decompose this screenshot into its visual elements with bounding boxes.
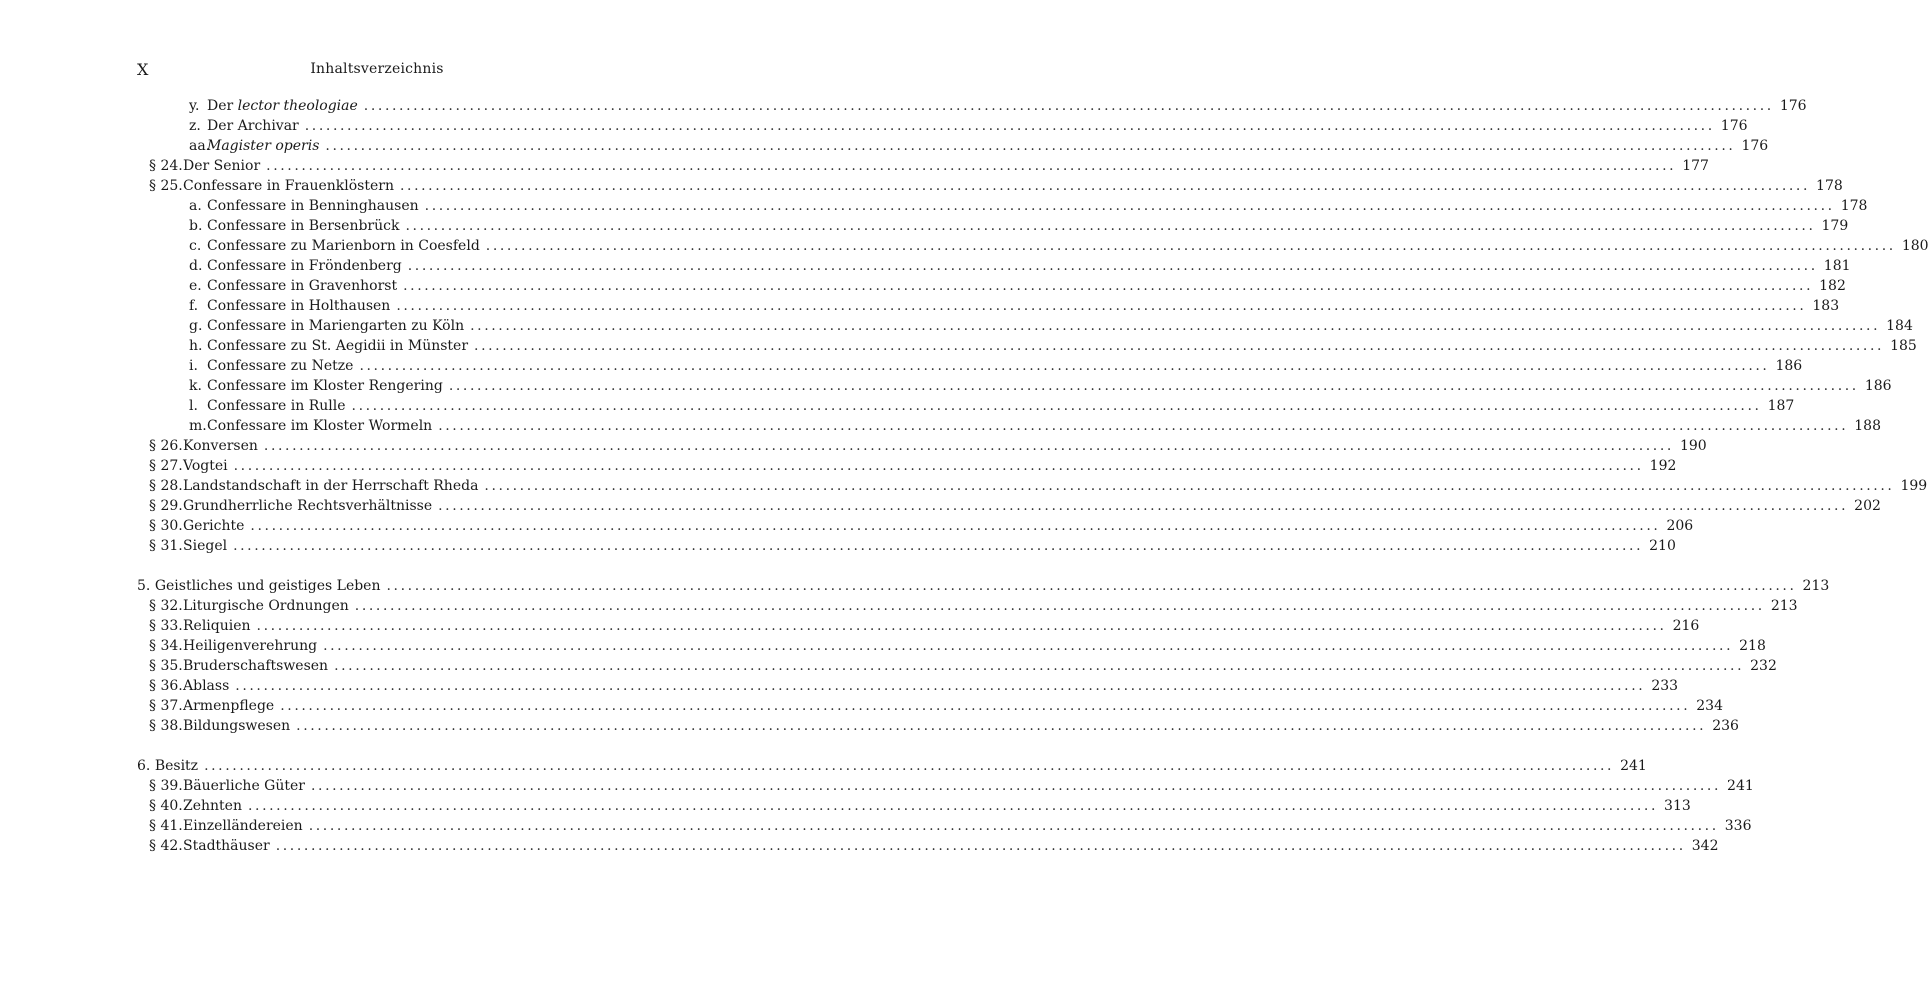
- toc-entry-number: f.: [189, 298, 199, 314]
- dot-leader: ........................................................................................................................................................................................................: [474, 338, 1885, 354]
- toc-entry-page: 206: [1666, 518, 1694, 534]
- toc-entry: [137, 196, 1868, 216]
- page-number: X: [137, 60, 149, 79]
- toc-entry-page: 180: [1901, 238, 1929, 254]
- toc-entry-title: [207, 216, 399, 236]
- toc-entry: [137, 116, 1748, 136]
- toc-entry-title-text: Reliquien: [183, 618, 251, 634]
- toc-entry-title: [183, 836, 270, 856]
- toc-entry: [137, 416, 1881, 436]
- toc-entry-title: [183, 156, 260, 176]
- toc-entry: [137, 216, 1849, 236]
- toc-entry-title: [207, 96, 358, 116]
- toc-entry-title-text: Confessare zu Netze: [207, 358, 354, 374]
- toc-entry-page: 213: [1770, 598, 1798, 614]
- toc-entry-page: 182: [1819, 278, 1846, 294]
- toc-entry-page: 234: [1696, 698, 1723, 714]
- toc-entry-title: [207, 136, 319, 156]
- toc-entry: [137, 176, 1843, 196]
- toc-entry: [137, 536, 1676, 556]
- table-of-contents: [137, 96, 1929, 856]
- toc-entry-title-text: Landstandschaft in der Herrschaft Rheda: [183, 478, 479, 494]
- dot-leader: ........................................................................................................................................................................................................: [485, 238, 1896, 254]
- toc-entry-page: 241: [1727, 778, 1754, 794]
- toc-entry-title: [183, 596, 349, 616]
- toc-entry-title: [207, 236, 480, 256]
- toc-entry-title-text: Confessare in Benninghausen: [207, 198, 419, 214]
- toc-entry-title-text: Gerichte: [183, 518, 245, 534]
- toc-entry-page: 202: [1854, 498, 1881, 514]
- toc-entry-title: [207, 276, 397, 296]
- toc-entry-number: k.: [189, 378, 202, 394]
- toc-entry-page: 177: [1682, 158, 1709, 174]
- toc-entry-title-text: Konversen: [183, 438, 258, 454]
- toc-entry-title-text: Zehnten: [183, 798, 242, 814]
- dot-leader: ........................................................................................................................................................................................................: [280, 698, 1691, 714]
- toc-entry-title-text: Confessare in Frauenklöstern: [183, 178, 394, 194]
- toc-entry: [137, 596, 1798, 616]
- toc-entry: [137, 436, 1707, 456]
- toc-entry: [137, 816, 1752, 836]
- toc-entry-number: § 37.: [149, 698, 183, 714]
- toc-entry-title-text: Confessare zu St. Aegidii in Münster: [207, 338, 469, 354]
- toc-entry-title-italic: lector theologiae: [237, 98, 358, 114]
- dot-leader: ........................................................................................................................................................................................................: [204, 758, 1615, 774]
- toc-entry-page: 185: [1890, 338, 1917, 354]
- dot-leader: ........................................................................................................................................................................................................: [247, 798, 1659, 814]
- dot-leader: ........................................................................................................................................................................................................: [399, 178, 1811, 194]
- toc-entry-page: 188: [1854, 418, 1881, 434]
- toc-entry-title: [183, 816, 303, 836]
- toc-entry-number: § 41.: [149, 818, 183, 834]
- toc-entry-number: § 42.: [149, 838, 183, 854]
- toc-entry-number: m.: [189, 418, 207, 434]
- dot-leader: ........................................................................................................................................................................................................: [351, 398, 1762, 414]
- toc-entry-page: 190: [1679, 438, 1707, 454]
- toc-entry-title: [207, 316, 464, 336]
- dot-leader: ........................................................................................................................................................................................................: [448, 378, 1859, 394]
- toc-entry-page: 184: [1886, 318, 1913, 334]
- toc-entry-number: z.: [189, 118, 201, 134]
- toc-entry-title-text: Confessare in Holthausen: [207, 298, 391, 314]
- toc-entry: [137, 756, 1647, 776]
- toc-entry-title: [207, 336, 468, 356]
- dot-leader: ........................................................................................................................................................................................................: [310, 778, 1722, 794]
- toc-entry: [137, 476, 1928, 496]
- toc-entry-page: 192: [1649, 458, 1677, 474]
- toc-entry-number: 5.: [137, 578, 155, 594]
- toc-entry-number: b.: [189, 218, 203, 234]
- toc-entry-title: [183, 676, 229, 696]
- dot-leader: ........................................................................................................................................................................................................: [235, 678, 1646, 694]
- dot-leader: ........................................................................................................................................................................................................: [304, 118, 1715, 134]
- toc-entry-number: y.: [189, 98, 200, 114]
- toc-entry-title: [207, 356, 353, 376]
- toc-entry: [137, 656, 1777, 676]
- toc-entry: [137, 396, 1795, 416]
- toc-entry-number: d.: [189, 258, 203, 274]
- toc-entry-number: a.: [189, 198, 202, 214]
- toc-entry-number: § 30.: [149, 518, 183, 534]
- toc-entry: [137, 256, 1851, 276]
- dot-leader: ........................................................................................................................................................................................................: [296, 718, 1707, 734]
- toc-entry-number: 6.: [137, 758, 155, 774]
- toc-entry-title-text: Bruderschaftswesen: [183, 658, 329, 674]
- toc-entry-title: [183, 696, 274, 716]
- toc-entry-title-text: Grundherrliche Rechtsverhältnisse: [183, 498, 433, 514]
- toc-entry-title-text: Besitz: [154, 758, 199, 774]
- running-title: Inhaltsverzeichnis: [310, 61, 444, 77]
- toc-entry-title-text: Confessare im Kloster Rengering: [207, 378, 443, 394]
- toc-entry-title: [207, 396, 346, 416]
- toc-entry-title: [183, 436, 258, 456]
- toc-entry-page: 176: [1741, 138, 1769, 154]
- toc-entry-page: 210: [1649, 538, 1676, 554]
- toc-entry-title-text: Siegel: [183, 538, 228, 554]
- dot-leader: ........................................................................................................................................................................................................: [424, 198, 1835, 214]
- toc-entry: [137, 636, 1766, 656]
- dot-leader: ........................................................................................................................................................................................................: [263, 438, 1674, 454]
- toc-entry-title: [183, 496, 432, 516]
- toc-entry-page: 218: [1739, 638, 1766, 654]
- toc-entry-title-text: Geistliches und geistiges Leben: [154, 578, 381, 594]
- page-header: [137, 60, 617, 84]
- toc-entry-title-text: Confessare in Rulle: [207, 398, 346, 414]
- toc-entry-page: 176: [1779, 98, 1807, 114]
- toc-entry-page: 186: [1775, 358, 1803, 374]
- toc-entry-title: [183, 476, 478, 496]
- toc-entry-number: § 32.: [149, 598, 183, 614]
- toc-entry-number: § 40.: [149, 798, 183, 814]
- toc-entry-number: aa.: [189, 138, 211, 154]
- toc-entry-number: § 35.: [149, 658, 183, 674]
- dot-leader: ........................................................................................................................................................................................................: [407, 258, 1818, 274]
- toc-entry: [137, 376, 1892, 396]
- toc-entry-title: [183, 536, 227, 556]
- toc-entry-title: [207, 376, 443, 396]
- toc-entry-number: g.: [189, 318, 203, 334]
- toc-entry-title-text: Ablass: [183, 678, 230, 694]
- toc-entry-number: § 34.: [149, 638, 183, 654]
- toc-entry-page: 336: [1724, 818, 1752, 834]
- toc-entry-title: [183, 616, 251, 636]
- dot-leader: ........................................................................................................................................................................................................: [354, 598, 1765, 614]
- toc-entry: [137, 796, 1691, 816]
- toc-entry-title: [183, 796, 242, 816]
- toc-entry-number: § 39.: [149, 778, 183, 794]
- dot-leader: ........................................................................................................................................................................................................: [359, 358, 1770, 374]
- toc-entry-title-text: Confessare im Kloster Wormeln: [207, 418, 433, 434]
- toc-entry-title: [207, 116, 299, 136]
- toc-entry-title: [207, 196, 419, 216]
- toc-entry-page: 233: [1651, 678, 1679, 694]
- toc-entry-title-text: Der Senior: [183, 158, 261, 174]
- toc-entry-title-text: Confessare in Mariengarten zu Köln: [207, 318, 465, 334]
- toc-entry: [137, 456, 1677, 476]
- toc-entry-title-text: Confessare zu Marienborn in Coesfeld: [207, 238, 480, 254]
- toc-entry: [137, 156, 1709, 176]
- toc-entry-title: [183, 516, 244, 536]
- toc-entry-number: § 27.: [149, 458, 183, 474]
- toc-entry: [137, 616, 1700, 636]
- toc-entry-title-text: Heiligenverehrung: [183, 638, 318, 654]
- toc-entry-number: § 25.: [149, 178, 183, 194]
- toc-entry: [137, 276, 1846, 296]
- toc-entry-title-text: Bildungswesen: [183, 718, 291, 734]
- toc-entry: [137, 676, 1679, 696]
- toc-entry: [137, 316, 1913, 336]
- toc-entry-number: § 36.: [149, 678, 183, 694]
- toc-entry-number: § 33.: [149, 618, 183, 634]
- toc-entry-title-text: Der Archivar: [207, 118, 299, 134]
- toc-entry-page: 186: [1864, 378, 1892, 394]
- toc-entry-title-text: Vogtei: [183, 458, 228, 474]
- dot-leader: ........................................................................................................................................................................................................: [308, 818, 1719, 834]
- toc-entry-title: [207, 256, 402, 276]
- toc-entry-title-text: Armenpflege: [183, 698, 275, 714]
- toc-entry-title: [183, 776, 305, 796]
- dot-leader: ........................................................................................................................................................................................................: [405, 218, 1816, 234]
- toc-entry-number: § 28.: [149, 478, 183, 494]
- toc-entry-number: § 38.: [149, 718, 183, 734]
- toc-entry-page: 313: [1664, 798, 1691, 814]
- toc-entry-page: 213: [1802, 578, 1830, 594]
- toc-entry: [137, 356, 1803, 376]
- dot-leader: ........................................................................................................................................................................................................: [250, 518, 1661, 534]
- dot-leader: ........................................................................................................................................................................................................: [275, 838, 1686, 854]
- dot-leader: ........................................................................................................................................................................................................: [266, 158, 1677, 174]
- toc-entry-title: [183, 456, 228, 476]
- dot-leader: ........................................................................................................................................................................................................: [438, 498, 1849, 514]
- toc-entry: [137, 336, 1917, 356]
- toc-entry-number: § 31.: [149, 538, 183, 554]
- toc-entry: [137, 296, 1840, 316]
- dot-leader: ........................................................................................................................................................................................................: [396, 298, 1807, 314]
- toc-entry-number: § 24.: [149, 158, 183, 174]
- toc-entry: [137, 496, 1881, 516]
- toc-entry-number: h.: [189, 338, 203, 354]
- toc-entry-title-text: Confessare in Fröndenberg: [207, 258, 402, 274]
- dot-leader: ........................................................................................................................................................................................................: [484, 478, 1895, 494]
- toc-entry: [137, 696, 1723, 716]
- dot-leader: ........................................................................................................................................................................................................: [323, 638, 1734, 654]
- toc-entry-title-text: Confessare in Bersenbrück: [207, 218, 400, 234]
- toc-entry-page: 199: [1900, 478, 1928, 494]
- toc-entry-title-italic: Magister operis: [207, 138, 320, 154]
- toc-entry-page: 179: [1821, 218, 1849, 234]
- toc-entry-page: 216: [1672, 618, 1700, 634]
- toc-entry-number: c.: [189, 238, 202, 254]
- toc-entry: [137, 576, 1830, 596]
- toc-entry-title-text: Confessare in Gravenhorst: [207, 278, 398, 294]
- dot-leader: ........................................................................................................................................................................................................: [325, 138, 1736, 154]
- dot-leader: ........................................................................................................................................................................................................: [386, 578, 1797, 594]
- toc-entry-title: [207, 416, 432, 436]
- dot-leader: ........................................................................................................................................................................................................: [233, 458, 1644, 474]
- toc-entry-title-text: Der: [207, 98, 238, 114]
- toc-entry: [137, 776, 1754, 796]
- toc-entry-title: [183, 656, 328, 676]
- toc-entry-page: 187: [1767, 398, 1795, 414]
- toc-entry-page: 342: [1691, 838, 1719, 854]
- toc-entry-title: [183, 636, 317, 656]
- toc-entry-title-text: Einzelländereien: [183, 818, 303, 834]
- toc-entry: [137, 96, 1807, 116]
- toc-entry: [137, 836, 1719, 856]
- toc-entry: [137, 236, 1929, 256]
- dot-leader: ........................................................................................................................................................................................................: [334, 658, 1745, 674]
- toc-entry-page: 178: [1840, 198, 1868, 214]
- toc-entry-number: § 26.: [149, 438, 183, 454]
- toc-entry-number: § 29.: [149, 498, 183, 514]
- dot-leader: ........................................................................................................................................................................................................: [363, 98, 1774, 114]
- toc-entry: [137, 716, 1739, 736]
- toc-entry-page: 236: [1712, 718, 1739, 734]
- dot-leader: ........................................................................................................................................................................................................: [403, 278, 1814, 294]
- toc-entry-number: e.: [189, 278, 202, 294]
- toc-entry-title-text: Bäuerliche Güter: [183, 778, 305, 794]
- dot-leader: ........................................................................................................................................................................................................: [470, 318, 1881, 334]
- toc-entry-number: i.: [189, 358, 198, 374]
- toc-entry-page: 183: [1812, 298, 1840, 314]
- toc-entry: [137, 136, 1769, 156]
- toc-entry-page: 232: [1750, 658, 1777, 674]
- dot-leader: ........................................................................................................................................................................................................: [233, 538, 1644, 554]
- toc-entry-title-text: Stadthäuser: [183, 838, 270, 854]
- toc-entry-title: [183, 716, 290, 736]
- toc-entry-title: [155, 756, 198, 776]
- toc-entry-page: 241: [1620, 758, 1647, 774]
- dot-leader: ........................................................................................................................................................................................................: [256, 618, 1667, 634]
- toc-entry-title: [155, 576, 381, 596]
- dot-leader: ........................................................................................................................................................................................................: [438, 418, 1849, 434]
- toc-entry: [137, 516, 1694, 536]
- toc-entry-title: [207, 296, 390, 316]
- toc-entry-title: [183, 176, 394, 196]
- toc-entry-number: l.: [189, 398, 198, 414]
- toc-entry-page: 181: [1823, 258, 1851, 274]
- toc-entry-page: 178: [1816, 178, 1843, 194]
- toc-entry-page: 176: [1720, 118, 1748, 134]
- toc-entry-title-text: Liturgische Ordnungen: [183, 598, 349, 614]
